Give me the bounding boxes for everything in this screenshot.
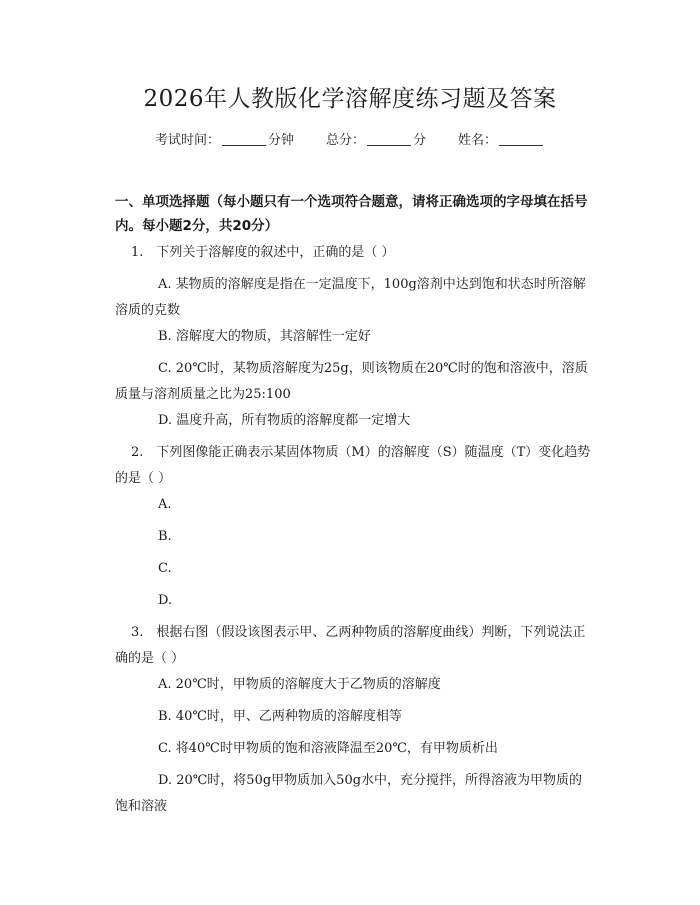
question-3-stem: 3. 根据右图（假设该图表示甲、乙两种物质的溶解度曲线）判断，下列说法正确的是（ ） [115, 625, 586, 666]
question-3-option-a: A. 20℃时，甲物质的溶解度大于乙物质的溶解度 [158, 677, 441, 692]
question-3-option-b: B. 40℃时，甲、乙两种物质的溶解度相等 [158, 709, 402, 724]
question-1-option-c: C. 20℃时，某物质溶解度为25g，则该物质在20℃时的饱和溶液中，溶质质量与溶剂质量之比为25:100 [115, 361, 588, 402]
question-1-option-b: B. 溶解度大的物质，其溶解性一定好 [158, 329, 371, 344]
question-2-stem: 2. 下列图像能正确表示某固体物质（M）的溶解度（S）随温度（T）变化趋势的是（ ） [115, 445, 591, 486]
question-1-option-d: D. 温度升高，所有物质的溶解度都一定增大 [158, 413, 411, 428]
question-1-option-a: A. 某物质的溶解度是指在一定温度下，100g溶剂中达到饱和状态时所溶解溶质的克数 [115, 277, 586, 318]
question-2-option-c: C. [158, 561, 172, 576]
student-name-label: 姓名： [458, 133, 498, 148]
exam-time-blank [222, 131, 266, 146]
question-3-option-d: D. 20℃时，将50g甲物质加入50g水中，充分搅拌，所得溶液为甲物质的饱和溶液 [115, 773, 583, 814]
student-name-blank [499, 131, 543, 146]
question-2-option-a: A. [158, 497, 172, 512]
total-score-unit: 分 [413, 133, 427, 148]
exam-time-label: 考试时间： [154, 133, 220, 148]
section-heading: 一、单项选择题（每小题只有一个选项符合题意，请将正确选项的字母填在括号内。每小题2分，共20分） [115, 194, 588, 234]
total-score-label: 总分： [325, 133, 365, 148]
question-1-stem: 1. 下列关于溶解度的叙述中，正确的是（ ） [131, 245, 395, 260]
total-score-blank [367, 131, 411, 146]
document-title: 2026年人教版化学溶解度练习题及答案 [143, 86, 557, 112]
question-2-option-d: D. [158, 593, 173, 608]
question-3-option-c: C. 将40℃时甲物质的饱和溶液降温至20℃，有甲物质析出 [158, 741, 498, 756]
exam-time-unit: 分钟 [267, 133, 294, 148]
exam-info-line [0, 130, 700, 152]
question-2-option-b: B. [158, 529, 172, 544]
